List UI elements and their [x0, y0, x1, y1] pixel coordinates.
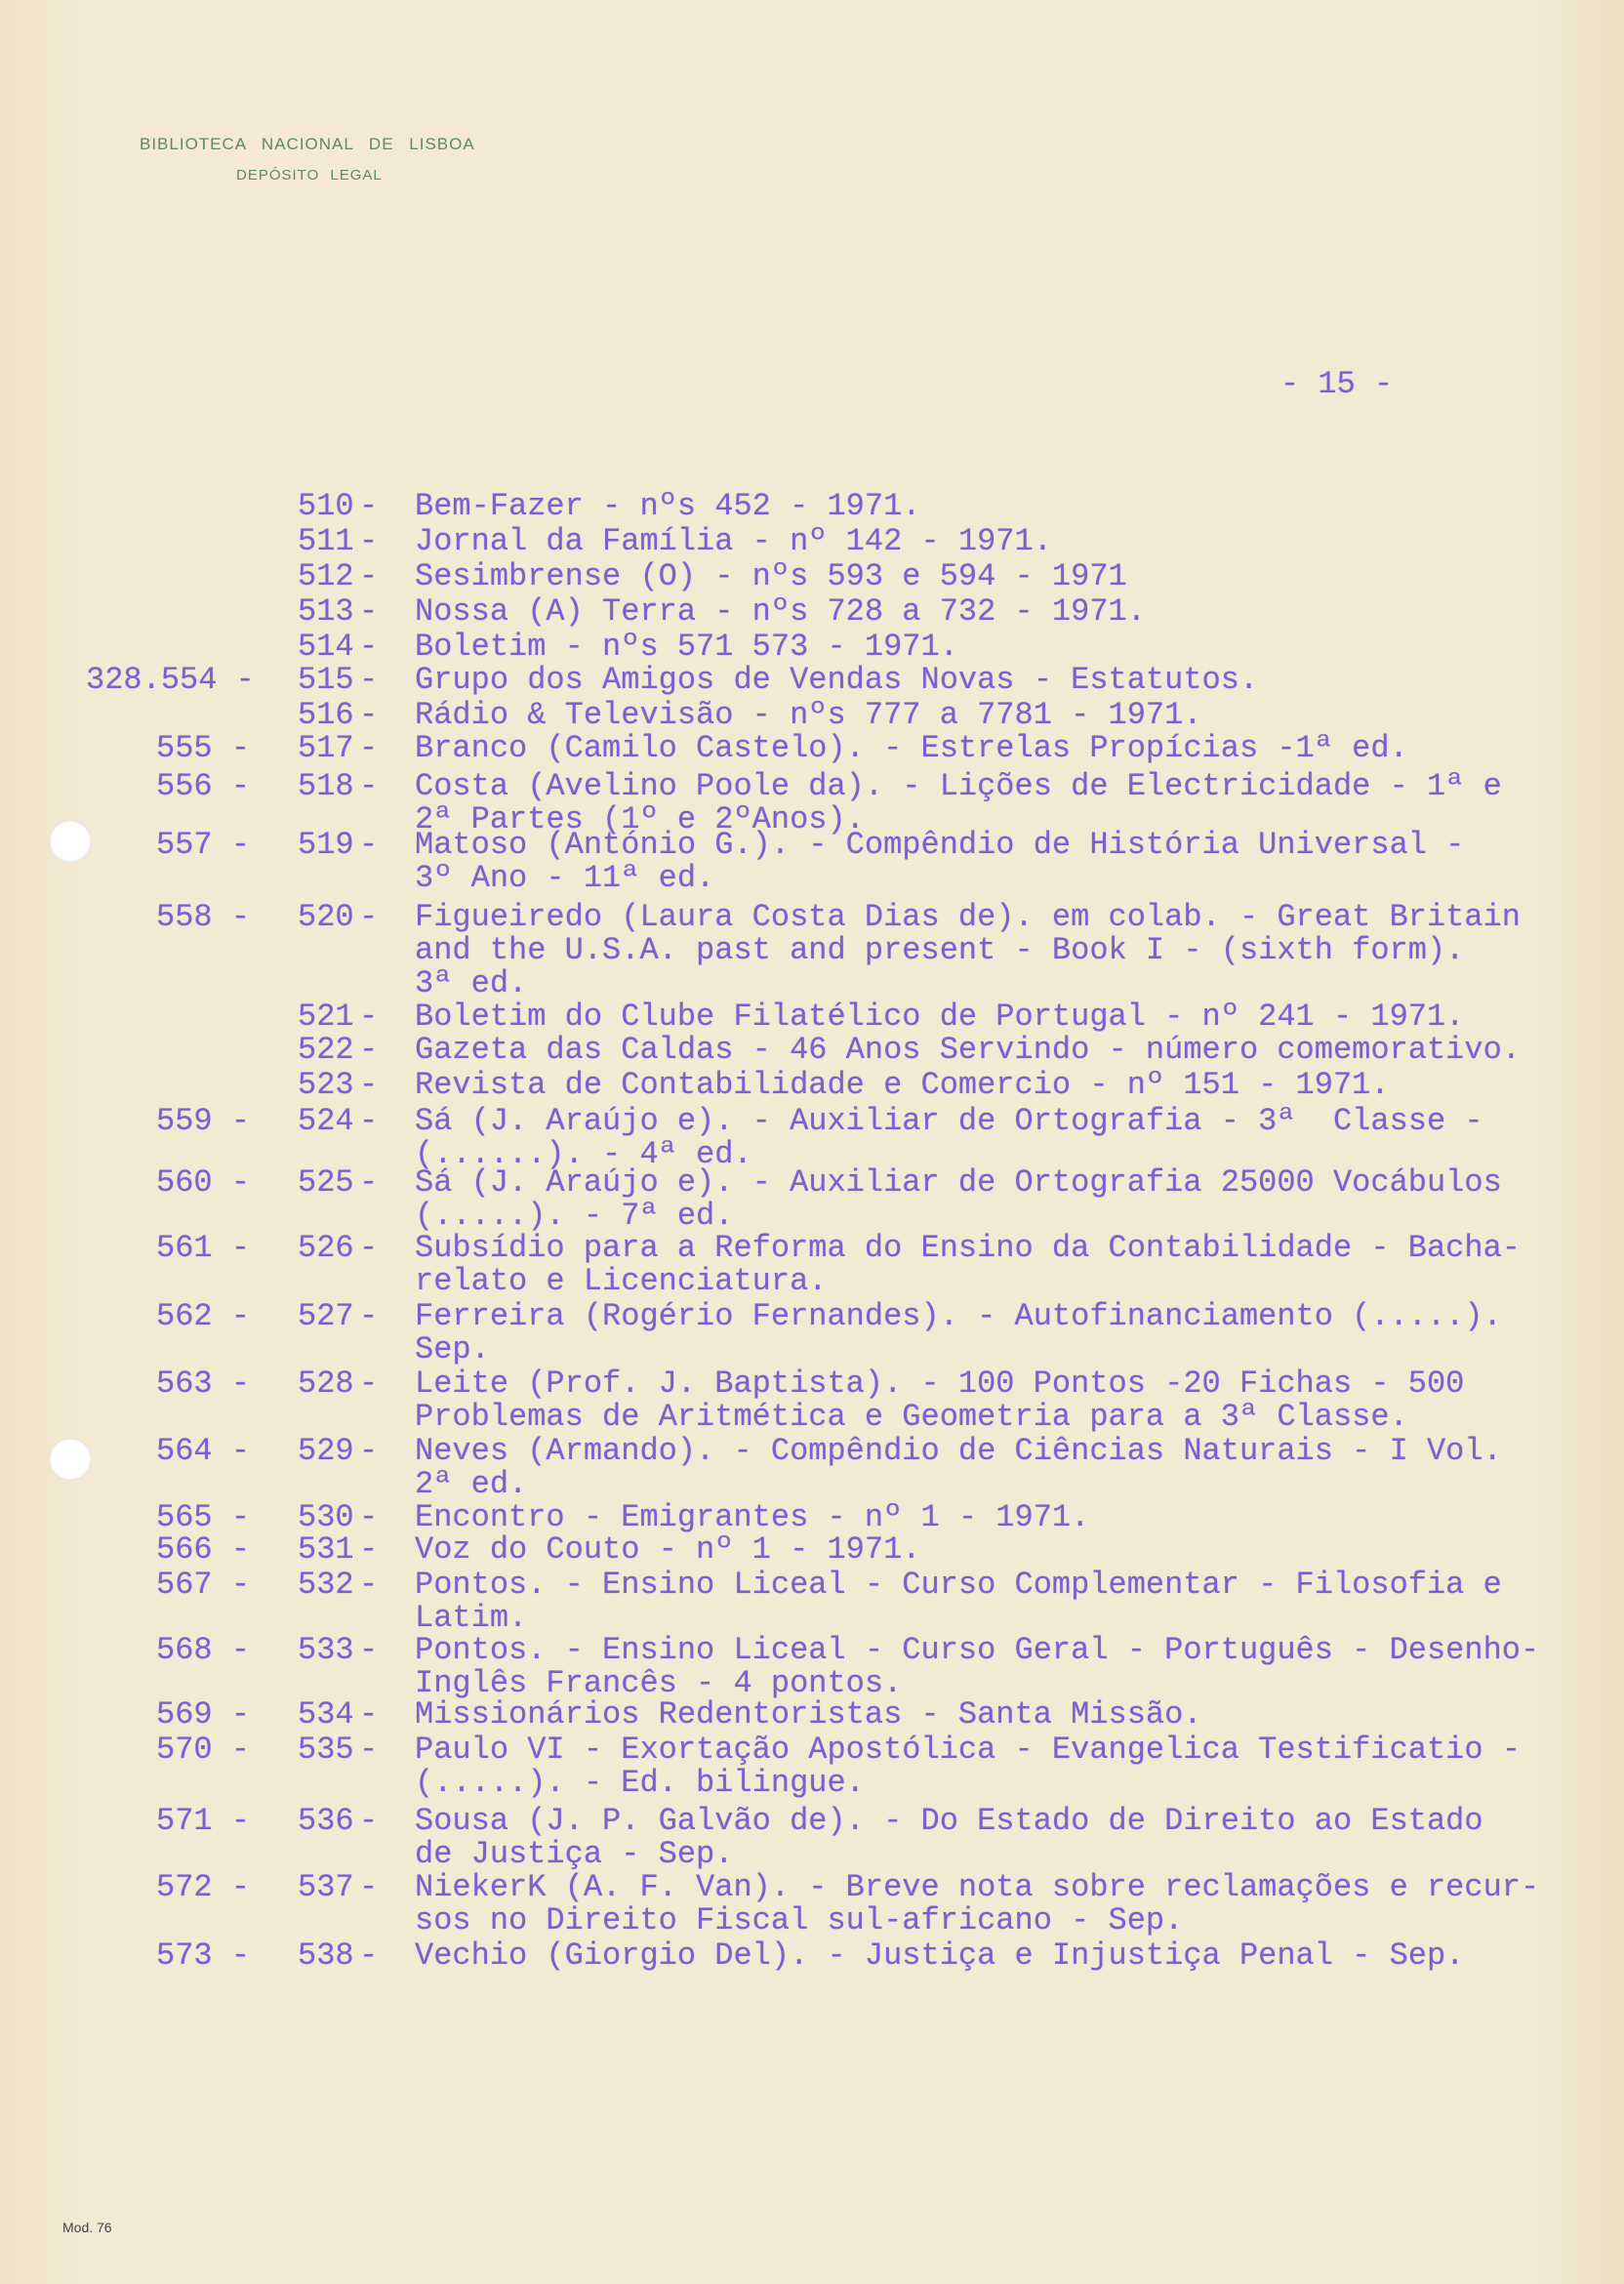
separator-dash: -	[359, 999, 379, 1035]
separator-dash: -	[359, 1230, 379, 1266]
entry-description-line: and the U.S.A. past and present - Book I - (sixth form).	[415, 932, 1465, 968]
entry-number: 511	[298, 523, 354, 559]
separator-dash: -	[359, 1067, 379, 1103]
entry-description-line: de Justiça - Sep.	[415, 1836, 734, 1872]
entry-description-line: NiekerK (A. F. Van). - Breve nota sobre reclamações e recur-	[415, 1869, 1540, 1905]
entry-number: 518	[298, 768, 354, 804]
entry-number: 521	[298, 999, 354, 1035]
entry-description-line: Neves (Armando). - Compêndio de Ciências Naturais - I Vol.	[415, 1433, 1502, 1469]
entry-number: 515	[298, 662, 354, 698]
catalog-number: 555 -	[156, 730, 251, 766]
entry-number: 535	[298, 1732, 354, 1768]
catalog-number: 562 -	[156, 1298, 251, 1334]
entry-number: 537	[298, 1869, 354, 1905]
entry-description-line: Sá (J. Araújo e). - Auxiliar de Ortografia - 3ª Classe -	[415, 1103, 1483, 1139]
entry-description-line: Vechio (Giorgio Del). - Justiça e Injustiça Penal - Sep.	[415, 1937, 1465, 1974]
separator-dash: -	[359, 523, 379, 559]
separator-dash: -	[359, 593, 379, 630]
entry-description-line: 3º Ano - 11ª ed.	[415, 860, 715, 896]
catalog-number: 328.554 -	[86, 662, 255, 698]
catalog-number: 566 -	[156, 1531, 251, 1568]
entry-number: 533	[298, 1632, 354, 1668]
separator-dash: -	[359, 629, 379, 665]
catalog-number: 572 -	[156, 1869, 251, 1905]
punch-hole	[49, 1438, 92, 1481]
catalog-number: 570 -	[156, 1732, 251, 1768]
letterhead-institution: BIBLIOTECA NACIONAL DE LISBOA	[140, 135, 475, 153]
separator-dash: -	[359, 1103, 379, 1139]
separator-dash: -	[359, 1937, 379, 1974]
entry-description-line: Ferreira (Rogério Fernandes). - Autofinanciamento (.....).	[415, 1298, 1502, 1334]
entry-description-line: Gazeta das Caldas - 46 Anos Servindo - número comemorativo.	[415, 1032, 1521, 1068]
entry-number: 525	[298, 1164, 354, 1201]
catalog-number: 559 -	[156, 1103, 251, 1139]
separator-dash: -	[359, 697, 379, 733]
separator-dash: -	[359, 1164, 379, 1201]
catalog-number: 571 -	[156, 1803, 251, 1839]
entry-description-line: Boletim do Clube Filatélico de Portugal - nº 241 - 1971.	[415, 999, 1465, 1035]
entry-description-line: Revista de Contabilidade e Comercio - nº 151 - 1971.	[415, 1067, 1390, 1103]
entry-description-line: Inglês Francês - 4 pontos.	[415, 1665, 903, 1701]
entry-number: 527	[298, 1298, 354, 1334]
separator-dash: -	[359, 488, 379, 524]
separator-dash: -	[359, 768, 379, 804]
entry-number: 528	[298, 1366, 354, 1402]
entry-number: 526	[298, 1230, 354, 1266]
entry-description-line: sos no Direito Fiscal sul-africano - Sep.	[415, 1902, 1184, 1938]
catalog-number: 556 -	[156, 768, 251, 804]
entry-description-line: Encontro - Emigrantes - nº 1 - 1971.	[415, 1499, 1090, 1535]
entry-description-line: Subsídio para a Reforma do Ensino da Contabilidade - Bacha-	[415, 1230, 1521, 1266]
letterhead-department: DEPÓSITO LEGAL	[236, 167, 383, 184]
catalog-number: 573 -	[156, 1937, 251, 1974]
catalog-number: 568 -	[156, 1632, 251, 1668]
entry-number: 529	[298, 1433, 354, 1469]
entry-number: 519	[298, 827, 354, 863]
entry-description-line: Pontos. - Ensino Liceal - Curso Geral - Português - Desenho-	[415, 1632, 1540, 1668]
separator-dash: -	[359, 1032, 379, 1068]
separator-dash: -	[359, 899, 379, 935]
separator-dash: -	[359, 1433, 379, 1469]
entry-number: 513	[298, 593, 354, 630]
entry-description-line: 3ª ed.	[415, 965, 528, 1001]
entry-description-line: Latim.	[415, 1600, 528, 1636]
catalog-number: 565 -	[156, 1499, 251, 1535]
catalog-number: 560 -	[156, 1164, 251, 1201]
entry-description-line: Boletim - nºs 571 573 - 1971.	[415, 629, 958, 665]
entry-number: 517	[298, 730, 354, 766]
form-code: Mod. 76	[62, 2220, 112, 2235]
catalog-number: 564 -	[156, 1433, 251, 1469]
entry-description-line: Sousa (J. P. Galvão de). - Do Estado de Direito ao Estado	[415, 1803, 1483, 1839]
catalog-number: 567 -	[156, 1567, 251, 1603]
entry-description-line: 2ª ed.	[415, 1466, 528, 1502]
separator-dash: -	[359, 1499, 379, 1535]
entry-description-line: Jornal da Família - nº 142 - 1971.	[415, 523, 1052, 559]
catalog-number: 563 -	[156, 1366, 251, 1402]
catalog-number: 557 -	[156, 827, 251, 863]
separator-dash: -	[359, 827, 379, 863]
separator-dash: -	[359, 1531, 379, 1568]
entry-number: 516	[298, 697, 354, 733]
entry-description-line: Nossa (A) Terra - nºs 728 a 732 - 1971.	[415, 593, 1146, 630]
entry-number: 532	[298, 1567, 354, 1603]
entry-number: 538	[298, 1937, 354, 1974]
entry-description-line: (.....). - 7ª ed.	[415, 1198, 734, 1234]
entry-description-line: Paulo VI - Exortação Apostólica - Evangelica Testificatio -	[415, 1732, 1521, 1768]
entry-description-line: Bem-Fazer - nºs 452 - 1971.	[415, 488, 921, 524]
entry-description-line: 2ª Partes (1º e 2ºAnos).	[415, 801, 865, 837]
entry-number: 523	[298, 1067, 354, 1103]
separator-dash: -	[359, 1803, 379, 1839]
entry-description-line: Voz do Couto - nº 1 - 1971.	[415, 1531, 921, 1568]
entry-number: 531	[298, 1531, 354, 1568]
separator-dash: -	[359, 730, 379, 766]
entry-number: 522	[298, 1032, 354, 1068]
entry-description-line: (.....). - Ed. bilingue.	[415, 1765, 865, 1801]
separator-dash: -	[359, 1869, 379, 1905]
entry-description-line: Sá (J. Araújo e). - Auxiliar de Ortografia 25000 Vocábulos	[415, 1164, 1502, 1201]
punch-hole	[49, 820, 92, 863]
catalog-number: 558 -	[156, 899, 251, 935]
entry-number: 524	[298, 1103, 354, 1139]
entry-description-line: Grupo dos Amigos de Vendas Novas - Estatutos.	[415, 662, 1259, 698]
entry-description-line: Rádio & Televisão - nºs 777 a 7781 - 1971.	[415, 697, 1202, 733]
separator-dash: -	[359, 1366, 379, 1402]
separator-dash: -	[359, 1567, 379, 1603]
entry-description-line: Pontos. - Ensino Liceal - Curso Complementar - Filosofia e	[415, 1567, 1502, 1603]
catalog-number: 561 -	[156, 1230, 251, 1266]
entry-number: 520	[298, 899, 354, 935]
entry-description-line: Costa (Avelino Poole da). - Lições de Electricidade - 1ª e	[415, 768, 1502, 804]
entry-description-line: relato e Licenciatura.	[415, 1263, 828, 1299]
entry-description-line: Matoso (António G.). - Compêndio de História Universal -	[415, 827, 1465, 863]
entry-description-line: Figueiredo (Laura Costa Dias de). em colab. - Great Britain	[415, 899, 1521, 935]
catalog-number: 569 -	[156, 1696, 251, 1733]
entry-number: 510	[298, 488, 354, 524]
entry-number: 534	[298, 1696, 354, 1733]
entry-description-line: Sep.	[415, 1331, 490, 1367]
entry-description-line: Problemas de Aritmética e Geometria para a 3ª Classe.	[415, 1399, 1408, 1435]
entry-description-line: Branco (Camilo Castelo). - Estrelas Propícias -1ª ed.	[415, 730, 1408, 766]
entry-description-line: (......). - 4ª ed.	[415, 1136, 752, 1172]
separator-dash: -	[359, 1298, 379, 1334]
separator-dash: -	[359, 1732, 379, 1768]
entry-description-line: Sesimbrense (O) - nºs 593 e 594 - 1971	[415, 558, 1127, 594]
entry-number: 512	[298, 558, 354, 594]
page-number: - 15 -	[1280, 366, 1394, 402]
separator-dash: -	[359, 662, 379, 698]
separator-dash: -	[359, 558, 379, 594]
entry-description-line: Missionários Redentoristas - Santa Missão.	[415, 1696, 1202, 1733]
entry-number: 536	[298, 1803, 354, 1839]
entry-description-line: Leite (Prof. J. Baptista). - 100 Pontos -20 Fichas - 500	[415, 1366, 1465, 1402]
separator-dash: -	[359, 1632, 379, 1668]
entry-number: 530	[298, 1499, 354, 1535]
separator-dash: -	[359, 1696, 379, 1733]
entry-number: 514	[298, 629, 354, 665]
